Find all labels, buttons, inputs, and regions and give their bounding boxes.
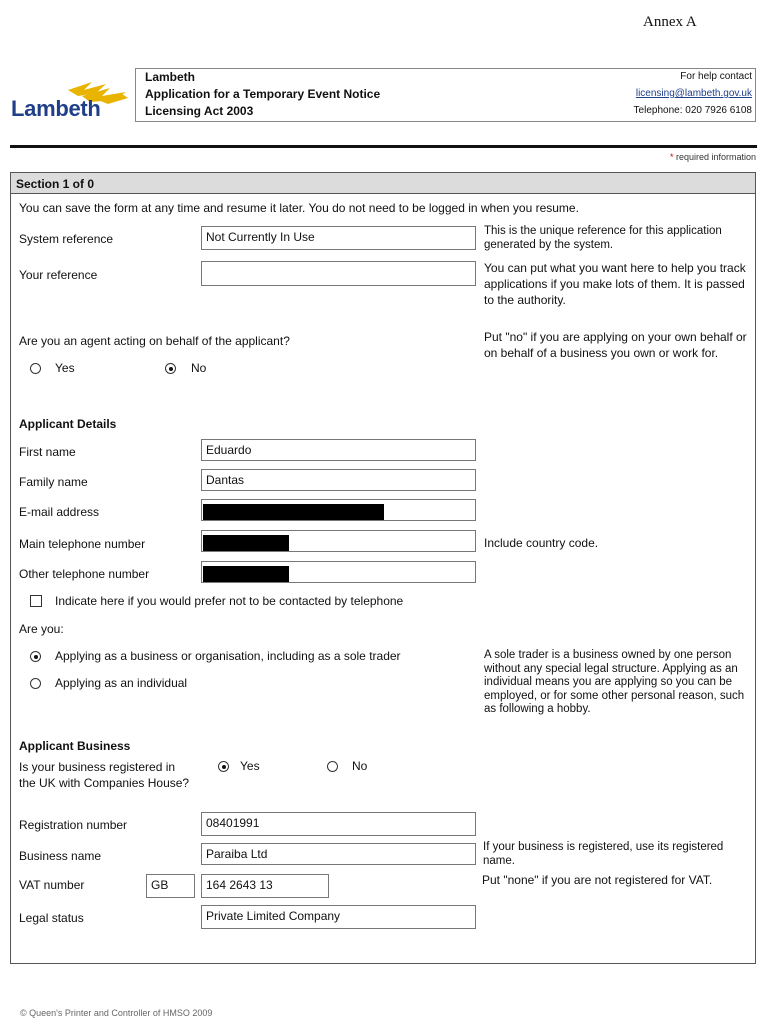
registered-yes-label: Yes [240, 759, 260, 773]
required-star: * [669, 152, 674, 162]
main-phone-help: Include country code. [484, 536, 599, 550]
main-phone-redaction [203, 535, 289, 551]
header-divider [10, 145, 757, 148]
business-name-field[interactable]: Paraiba Ltd [201, 843, 476, 865]
family-name-field[interactable]: Dantas [201, 469, 476, 491]
agent-no-label: No [191, 361, 207, 375]
business-name-help: If your business is registered, use its registered name. [483, 841, 724, 867]
required-note [670, 152, 756, 162]
registration-number-label: Registration number [19, 818, 128, 832]
registered-question: Is your business registered in the UK with Companies House? [19, 760, 190, 790]
first-name-field[interactable]: Eduardo [201, 439, 476, 461]
logo-text: Lambeth [11, 96, 101, 121]
first-name-label: First name [19, 445, 76, 459]
system-reference-field[interactable]: Not Currently In Use [201, 226, 476, 250]
individual-radio[interactable] [30, 678, 41, 689]
applicant-details-heading: Applicant Details [19, 417, 117, 431]
registration-number-field[interactable]: 08401991 [201, 812, 476, 836]
vat-number-label: VAT number [19, 878, 85, 892]
agent-question: Are you an agent acting on behalf of the applicant? [19, 334, 290, 348]
vat-number-field[interactable]: 164 2643 13 [201, 874, 329, 898]
individual-option-label: Applying as an individual [55, 676, 188, 690]
are-you-help: A sole trader is a business owned by one person without any special legal structure. Applying as an individual means you are applying so you can be employed, or for some other personal reason, such as following a hobby. [484, 649, 745, 715]
section-intro: You can save the form at any time and resume it later. You do not need to be logged in when you resume. [19, 201, 579, 215]
agent-no-radio[interactable] [165, 363, 176, 374]
form-title: Application for a Temporary Event Notice [145, 87, 381, 101]
business-radio[interactable] [30, 651, 41, 662]
system-reference-help: This is the unique reference for this application generated by the system. [484, 225, 722, 251]
your-reference-help: You can put what you want here to help you track applications if you make lots of them. It is passed to the authority. [484, 261, 746, 307]
business-option-label: Applying as a business or organisation, including as a sole trader [55, 649, 401, 663]
help-phone: Telephone: 020 7926 6108 [633, 105, 752, 116]
business-name-label: Business name [19, 849, 102, 863]
registered-no-radio[interactable] [327, 761, 338, 772]
no-phone-contact-checkbox[interactable] [30, 595, 42, 607]
section-title: Section 1 of 0 [16, 177, 95, 191]
family-name-label: Family name [19, 475, 88, 489]
registered-yes-radio[interactable] [218, 761, 229, 772]
section-header [11, 173, 755, 194]
are-you-label: Are you: [19, 622, 64, 636]
act-name: Licensing Act 2003 [145, 104, 254, 118]
legal-status-label: Legal status [19, 911, 84, 925]
applicant-business-heading: Applicant Business [19, 739, 131, 753]
legal-status-field[interactable]: Private Limited Company [201, 905, 476, 929]
agent-yes-label: Yes [55, 361, 75, 375]
other-phone-redaction [203, 566, 289, 582]
required-text: required information [673, 152, 756, 162]
other-phone-label: Other telephone number [19, 567, 150, 581]
email-label: E-mail address [19, 505, 100, 519]
annex-label: Annex A [643, 14, 697, 30]
your-reference-label: Your reference [19, 268, 98, 282]
system-reference-label: System reference [19, 232, 114, 246]
help-label: For help contact [680, 71, 752, 82]
help-email-link[interactable]: licensing@lambeth.gov.uk [635, 88, 752, 99]
agent-yes-radio[interactable] [30, 363, 41, 374]
no-phone-contact-label: Indicate here if you would prefer not to be contacted by telephone [55, 594, 404, 608]
your-reference-field[interactable] [201, 261, 476, 286]
copyright-footer: © Queen's Printer and Controller of HMSO 2009 [20, 1008, 213, 1018]
registered-no-label: No [352, 759, 368, 773]
vat-prefix-field[interactable]: GB [146, 874, 195, 898]
email-redaction [203, 504, 384, 520]
agent-help: Put "no" if you are applying on your own behalf or on behalf of a business you own or work for. [484, 330, 747, 360]
main-phone-label: Main telephone number [19, 537, 146, 551]
vat-help: Put "none" if you are not registered for VAT. [482, 873, 713, 887]
org-name: Lambeth [145, 70, 196, 84]
